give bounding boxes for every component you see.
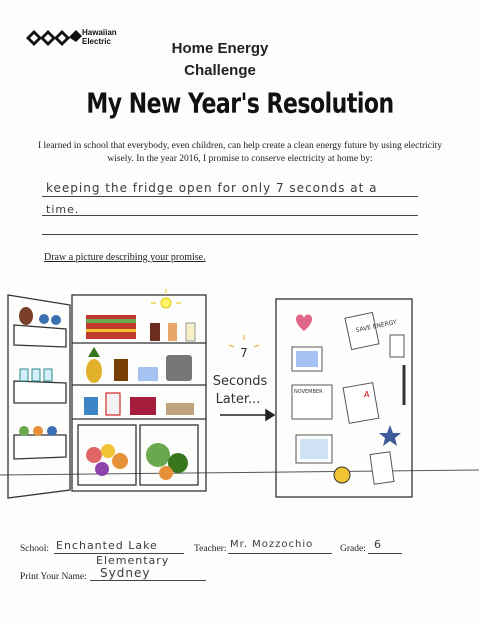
brand-line2: Electric [82, 37, 111, 46]
caption-number: 7 [240, 346, 248, 360]
shelf-2-items [86, 347, 192, 383]
caption-line2: Later... [215, 392, 261, 407]
shelf-3-items [84, 393, 194, 415]
teacher-value: Mr. Mozzochio [230, 539, 314, 550]
grade-value: 6 [374, 538, 382, 551]
promise-line2: time. [46, 203, 80, 216]
name-label: Print Your Name: [20, 572, 87, 582]
brand-line1: Hawaiian [82, 28, 117, 37]
grade-underline [368, 553, 402, 554]
calendar-label: NOVEMBER [294, 389, 323, 395]
fridge-left-door [8, 295, 70, 498]
teacher-underline [228, 553, 332, 554]
a-note: A [364, 390, 370, 399]
fridge-light [151, 289, 181, 308]
brand-name [82, 28, 117, 46]
promise-underline-3 [42, 234, 418, 235]
save-energy-note: SAVE ENERGY [355, 318, 398, 335]
caption-line1: Seconds [212, 374, 268, 389]
drawing-prompt: Draw a picture describing your promise. [44, 252, 206, 263]
grade-label: Grade: [340, 544, 366, 554]
fridge-magnets [292, 312, 404, 484]
teacher-label: Teacher: [194, 544, 227, 554]
school-value-line1: Enchanted Lake [56, 539, 158, 552]
page-headline: My New Year's Resolution [86, 88, 394, 121]
arrow-icon [220, 410, 274, 420]
intro-text: I learned in school that everybody, even children, can help create a clean energy future by using electricity wisely. In the year 2016, I promise to conserve electricity at home by: [37, 141, 443, 164]
name-underline [90, 580, 206, 581]
shelf-1-items [86, 315, 195, 341]
promise-underline-2 [42, 215, 418, 216]
school-value-line2: Elementary [96, 554, 170, 567]
drawing [0, 285, 479, 525]
name-value: Sydney [100, 566, 151, 580]
title-line2: Challenge [184, 62, 256, 79]
promise-underline-1 [42, 196, 418, 197]
drawer-contents [86, 443, 188, 480]
school-label: School: [20, 544, 50, 554]
title-line1: Home Energy [171, 40, 269, 57]
promise-line1: keeping the fridge open for only 7 seconds at a [46, 181, 378, 195]
